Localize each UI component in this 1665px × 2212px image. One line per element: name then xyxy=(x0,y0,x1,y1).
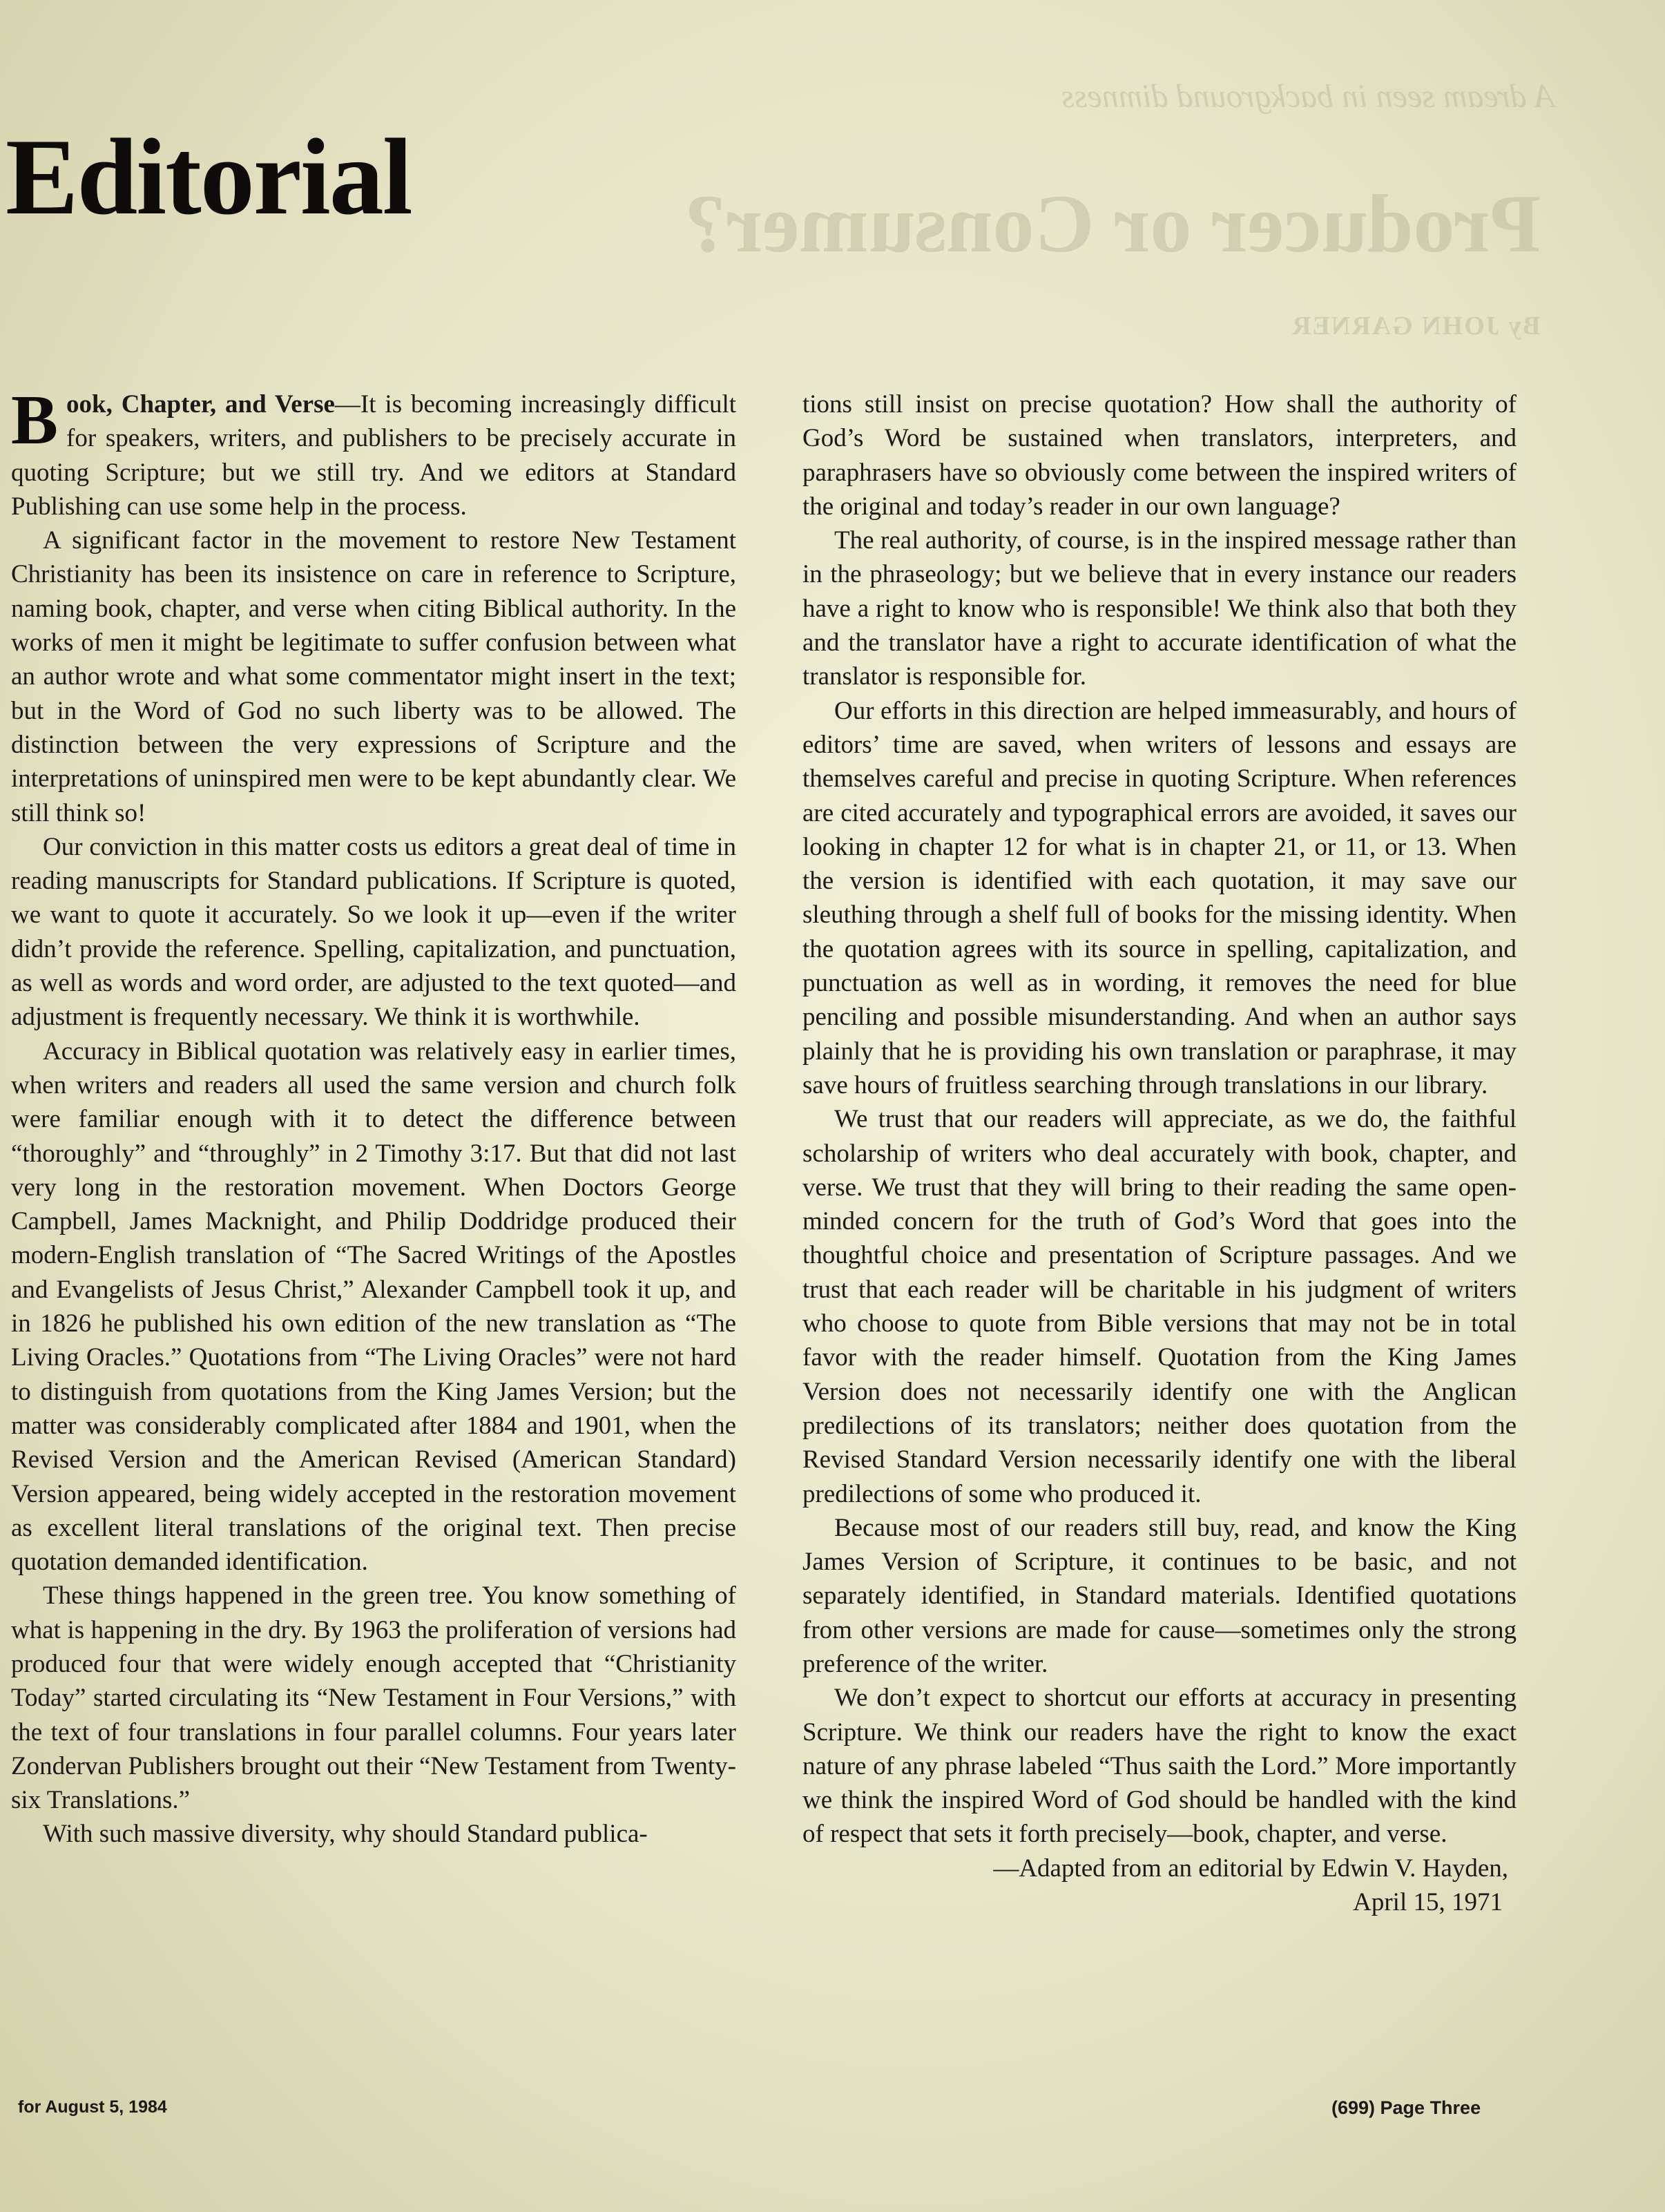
right-column xyxy=(802,387,1517,1919)
show-through-text-line: A dream seen in background dimness xyxy=(1061,78,1555,115)
paragraph: Our efforts in this direction are helped immeasurably, and hours of editors’ time are saved, when writers of lessons and essays are themselves careful and precise in quoting Scripture. When references are cited accurately and typographical errors are avoided, it saves our looking in chapter 12 for what is in chapter 21, or 11, or 13. When the version is identified with each quotation, it may save our sleuthing through a shelf full of books for the missing identity. When the quotation agrees with its source in spelling, capitalization, and punctuation as well as in wording, it removes the need for blue penciling and possible misunderstanding. And when an author says plainly that he is providing his own translation or paraphrase, it may save hours of fruitless searching through translations in our library. xyxy=(802,696,1517,1099)
paragraph-text: —It is becoming increasingly difficult for speakers, writers, and publishers to be precisely accurate in quoting Scripture; but we still try. And we editors at Standard Publishing can use some help in the process. xyxy=(11,390,737,521)
drop-cap: B xyxy=(11,381,59,459)
show-through-text-title: Producer or Consumer? xyxy=(684,177,1541,269)
left-column xyxy=(11,381,737,1852)
paragraph: We trust that our readers will appreciate, as we do, the faithful scholarship of writers who deal accurately with book, chapter, and verse. We trust that they will bring to their reading the same open-minded concern for the truth of God’s Word that goes into the thoughtful choice and presentation of Scripture passages. And we trust that each reader will be charitable in his judgment of writers who choose to quote from Bible versions that may not be in total favor with the reader himself. Quotation from the King James Version does not necessarily identify one with the Anglican predilections of its translators; neither does quotation from the Revised Standard Version necessarily identify one with the liberal predilections of some who produced it. xyxy=(802,1105,1517,1508)
paragraph: These things happened in the green tree. You know something of what is happening in the dry. By 1963 the proliferation of versions had produced four that were widely enough accepted that “Christianity Today” started circulating its “New Testament in Four Versions,” with the text of four translations in four parallel columns. Four years later Zondervan Publishers brought out their “New Testament from Twenty-six Translations.” xyxy=(11,1581,736,1815)
paragraph: Our conviction in this matter costs us editors a great deal of time in reading manuscripts for Standard publications. If Scripture is quoted, we want to quote it accurately. So we look it up—even if the writer didn’t provide the reference. Spelling, capitalization, and punctuation, as well as words and word order, are adjusted to the text quoted—and adjustment is frequently necessary. We think it is worthwhile. xyxy=(11,832,736,1032)
paragraph: A significant factor in the movement to restore New Testament Christianity has been its insistence on care in reference to Scripture, naming book, chapter, and verse when citing Biblical authority. In the works of men it might be legitimate to suffer confusion between what an author wrote and what some commentator might insert in the text; but in the Word of God no such liberty was to be allowed. The distinction between the very expressions of Scripture and the interpretations of uninspired men were to be kept abundantly clear. We still think so! xyxy=(11,526,736,827)
attribution: —Adapted from an editorial by Edwin V. Hayden, xyxy=(993,1854,1508,1883)
paragraph: Accuracy in Biblical quotation was relatively easy in earlier times, when writers and readers all used the same version and church folk were familiar enough with it to detect the difference between “thoroughly” and “throughly” in 2 Timothy 3:17. But that did not last very long in the restoration movement. When Doctors George Campbell, James Macknight, and Philip Doddridge produced their modern-English translation of “The Sacred Writings of the Apostles and Evangelists of Jesus Christ,” Alexander Campbell took it up, and in 1826 he published his own edition of the new translation as “The Living Oracles.” Quotations from “The Living Oracles” were not hard to distinguish from quotations from the King James Version; but the matter was considerably complicated after 1884 and 1901, when the Revised Version and the American Revised (American Standard) Version appeared, being widely accepted in the restoration movement as excellent literal translations of the original text. Then precise quotation demanded identification. xyxy=(11,1037,736,1577)
paragraph: With such massive diversity, why should Standard publica- xyxy=(43,1820,648,1849)
footer-page-number: (699) Page Three xyxy=(1331,2097,1481,2118)
paragraph: We don’t expect to shortcut our efforts at accuracy in presenting Scripture. We think our readers have the right to know the exact nature of any phrase labeled “Thus saith the Lord.” More importantly we think the inspired Word of God should be handled with the kind of respect that sets it forth precisely—book, chapter, and verse. xyxy=(802,1684,1517,1849)
paragraph: Because most of our readers still buy, read, and know the King James Version of Scripture, it continues to be basic, and not separately identified, in Standard materials. Identified quotations from other versions are made for cause—sometimes only the strong preference of the writer. xyxy=(802,1513,1517,1678)
footer-date: for August 5, 1984 xyxy=(18,2097,167,2117)
page-heading: Editorial xyxy=(6,117,412,238)
attribution-date: April 15, 1971 xyxy=(1353,1888,1503,1917)
paragraph xyxy=(11,381,737,523)
show-through-text-byline: By JOHN GARNER xyxy=(1291,311,1541,340)
paragraph: tions still insist on precise quotation? How shall the authority of God’s Word be sustained when translators, interpreters, and paraphrasers have so obviously come between the inspired writers of the original and today’s reader in our own language? xyxy=(802,390,1517,521)
paragraph: The real authority, of course, is in the inspired message rather than in the phraseology; but we believe that in every instance our readers have a right to know who is responsible! We think also that both they and the translator have a right to accurate identification of what the translator is responsible for. xyxy=(802,526,1517,691)
run-in-heading: ook, Chapter, and Verse xyxy=(66,390,335,419)
